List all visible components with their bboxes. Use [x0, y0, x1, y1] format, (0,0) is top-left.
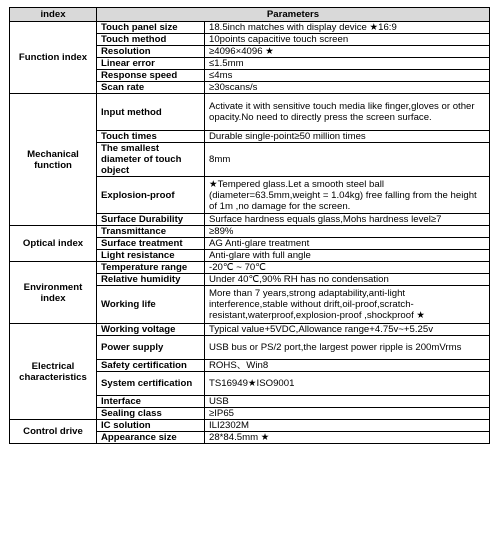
parameter-name: Surface Durability	[97, 214, 205, 226]
parameter-name: Power supply	[97, 336, 205, 360]
parameter-name: Touch times	[97, 131, 205, 143]
header-index: index	[10, 8, 97, 22]
parameter-name: Safety certification	[97, 360, 205, 372]
parameter-value: AG Anti-glare treatment	[205, 238, 490, 250]
parameter-value: Surface hardness equals glass,Mohs hardness level≥7	[205, 214, 490, 226]
category-cell: Mechanical function	[10, 94, 97, 226]
parameter-name: Linear error	[97, 58, 205, 70]
parameter-name: Input method	[97, 94, 205, 131]
table-row	[10, 324, 490, 336]
parameter-value: 10points capacitive touch screen	[205, 34, 490, 46]
parameter-name: Appearance size	[97, 432, 205, 444]
parameter-name: Working voltage	[97, 324, 205, 336]
parameter-value: ≥4096×4096 ★	[205, 46, 490, 58]
parameter-value: Typical value+5VDC,Allowance range+4.75v~+5.25v	[205, 324, 490, 336]
parameter-name: Interface	[97, 396, 205, 408]
table-row	[10, 94, 490, 131]
parameter-value: Anti-glare with full angle	[205, 250, 490, 262]
category-cell: Control drive	[10, 420, 97, 444]
category-cell: Environment index	[10, 262, 97, 324]
parameter-name: Explosion-proof	[97, 177, 205, 214]
parameter-value: 28*84.5mm ★	[205, 432, 490, 444]
parameter-value: ★Tempered glass.Let a smooth steel ball (diameter=63.5mm,weight = 1.04kg) free falling from the height of 1m ,no damage for the screen.	[205, 177, 490, 214]
parameter-value: ≥89%	[205, 226, 490, 238]
parameter-name: Resolution	[97, 46, 205, 58]
parameter-value: -20℃ ~ 70℃	[205, 262, 490, 274]
parameter-value: TS16949★ISO9001	[205, 372, 490, 396]
category-cell: Optical index	[10, 226, 97, 262]
parameter-name: Touch method	[97, 34, 205, 46]
parameter-name: Temperature range	[97, 262, 205, 274]
parameter-value: USB bus or PS/2 port,the largest power ripple is 200mVrms	[205, 336, 490, 360]
header-parameters: Parameters	[97, 8, 490, 22]
parameter-name: IC solution	[97, 420, 205, 432]
parameter-name: Light resistance	[97, 250, 205, 262]
header-row	[10, 8, 490, 22]
category-cell: Electrical characteristics	[10, 324, 97, 420]
parameter-name: Scan rate	[97, 82, 205, 94]
parameter-name: Working life	[97, 286, 205, 324]
category-cell: Function index	[10, 22, 97, 94]
parameter-name: Relative humidity	[97, 274, 205, 286]
parameter-name: Response speed	[97, 70, 205, 82]
parameter-value: Activate it with sensitive touch media like finger,gloves or other opacity.No need to directly press the screen surface.	[205, 94, 490, 131]
spec-table	[9, 7, 490, 444]
parameter-value: ILI2302M	[205, 420, 490, 432]
parameter-value: Durable single-point≥50 million times	[205, 131, 490, 143]
table-row	[10, 262, 490, 274]
parameter-name: System certification	[97, 372, 205, 396]
spec-body	[10, 22, 490, 444]
parameter-value: ≥30scans/s	[205, 82, 490, 94]
parameter-name: The smallest diameter of touch object	[97, 143, 205, 177]
table-row	[10, 226, 490, 238]
parameter-value: ROHS、Win8	[205, 360, 490, 372]
parameter-value: 18.5inch matches with display device ★16:9	[205, 22, 490, 34]
table-row	[10, 420, 490, 432]
parameter-value: ≥IP65	[205, 408, 490, 420]
parameter-value: More than 7 years,strong adaptability,anti-light interference,stable without drift,oil-proof,scratch-resistant,waterproof,explosion-proof ,shockproof ★	[205, 286, 490, 324]
parameter-value: ≤4ms	[205, 70, 490, 82]
parameter-name: Sealing class	[97, 408, 205, 420]
parameter-value: 8mm	[205, 143, 490, 177]
parameter-name: Transmittance	[97, 226, 205, 238]
parameter-value: USB	[205, 396, 490, 408]
parameter-name: Touch panel size	[97, 22, 205, 34]
parameter-name: Surface treatment	[97, 238, 205, 250]
table-row	[10, 22, 490, 34]
parameter-value: ≤1.5mm	[205, 58, 490, 70]
parameter-value: Under 40℃,90% RH has no condensation	[205, 274, 490, 286]
